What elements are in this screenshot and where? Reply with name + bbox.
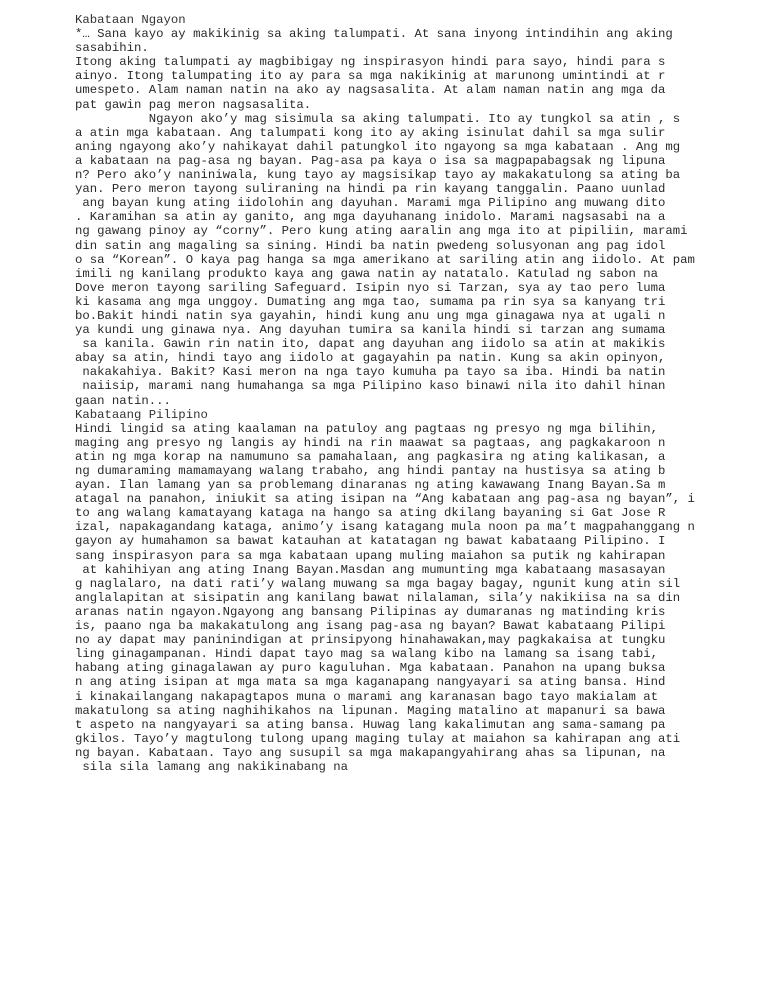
text-line: i kinakailangang nakapagtapos muna o marami ang karanasan bago tayo makialam at [75,689,658,704]
text-line: makatulong sa ating naghihikahos na lipunan. Maging matalino at mapanuri sa bawa [75,703,666,718]
section-title: Kabataan Ngayon [75,13,186,27]
text-line: ling ginagampanan. Hindi dapat tayo mag sa walang kibo na lamang sa isang tabi, [75,647,658,662]
text-line: Dove meron tayong sariling Safeguard. Isipin nyo si Tarzan, sya ay tao pero luma [75,280,666,295]
section-body [75,27,715,408]
text-line: sila sila lamang ang nakikinabang na [75,759,349,774]
text-line: sang inspirasyon para sa mga kabataan upang muling maiahon sa putik ng kahirapan [75,548,666,563]
text-line: no ay dapat may paninindigan at prinsipyong hinahawakan,may pagkakaisa at tungku [75,633,666,648]
text-line: at kahihiyan ang ating Inang Bayan.Masdan ang mumunting mga kabataang masasayan [75,562,666,577]
text-line: atin ng mga korap na namumuno sa pamahalaan, ang pagkasira ng ating kalikasan, a [75,449,666,464]
text-line: bo.Bakit hindi natin sya gayahin, hindi kung anu ung mga ginagawa nya at ugali n [75,308,666,323]
text-line: a atin mga kabataan. Ang talumpati kong ito ay aking isinulat dahil sa mga sulir [75,125,666,140]
text-line: anglalapitan at sisipatin ang kanilang bawat nilalaman, sila’y nakikiisa na sa din [75,590,681,605]
text-line: naiisip, marami nang humahanga sa mga Pilipino kaso binawi nila ito dahil hinan [75,379,666,394]
text-line: o sa “Korean”. O kaya pag hanga sa mga amerikano at sariling atin ang iidolo. At pam [75,252,695,267]
text-line: ya kundi ung ginawa nya. Ang dayuhan tumira sa kanila hindi si tarzan ang sumama [75,323,666,338]
text-line: ng gawang pinoy ay “corny”. Pero kung ating aaralin ang mga ito at pipiliin, marami [75,224,688,239]
text-line: Hindi lingid sa ating kaalaman na patuloy ang pagtaas ng presyo ng mga bilihin, [75,421,658,436]
text-line: a kabataan na pag-asa ng bayan. Pag-asa pa kaya o isa sa magpapabagsak ng lipuna [75,153,666,168]
text-line: izal, napakagandang kataga, animo’y isang katagang mula noon pa ma’t magpahanggang n [75,520,695,535]
text-line: . Karamihan sa atin ay ganito, ang mga dayuhanang inidolo. Marami nagsasabi na a [75,210,666,225]
section-body [75,422,715,774]
text-line: yan. Pero meron tayong suliraning na hindi pa rin kayang tanggalin. Paano uunlad [75,182,666,197]
text-line: imili ng kanilang produkto kaya ang gawa natin ay natatalo. Katulad ng sabon na [75,266,658,281]
text-line: maging ang presyo ng langis ay hindi na rin maawat sa pagtaas, ang pagkakaroon n [75,435,666,450]
text-line: aning ngayong ako’y nahikayat dahil patungkol ito ngayong sa mga kabataan . Ang mg [75,139,681,154]
text-line: nakakahiya. Bakit? Kasi meron na nga tayo kumuha pa tayo sa iba. Hindi ba natin [75,365,666,380]
text-line: ng dumaraming mamamayang walang trabaho, ang hindi pantay na hustisya sa ating b [75,464,666,478]
text-line: sa kanila. Gawin rin natin ito, dapat ang dayuhan ang iidolo sa atin at makikis [75,337,666,352]
text-line: gayon ay humahamon sa bawat katauhan at katatagan ng bawat kabataang Pilipino. I [75,534,666,549]
text-line: atagal na panahon, iniukit sa ating isipan na “Ang kabataan ang pag-asa ng bayan”, i [75,492,695,507]
text-line: Ngayon ako’y mag sisimula sa aking talumpati. Ito ay tungkol sa atin , s [75,111,681,126]
text-line: sasabihin. [75,41,149,56]
text-line: aranas natin ngayon.Ngayong ang bansang Pilipinas ay dumaranas ng matinding kris [75,604,666,619]
text-line: ng bayan. Kabataan. Tayo ang susupil sa mga makapangyahirang ahas sa lipunan, na [75,745,666,760]
text-line: *… Sana kayo ay makikinig sa aking talumpati. At sana inyong intindihin ang aking [75,27,673,42]
text-line: n? Pero ako’y naniniwala, kung tayo ay magsisikap tayo ay makakatulong sa ating ba [75,168,681,183]
section-title: Kabataang Pilipino [75,407,208,422]
text-line: t aspeto na nangyayari sa ating bansa. Huwag lang kakalimutan ang sama-samang pa [75,717,666,732]
text-line: din satin ang magaling sa sining. Hindi ba natin pwedeng solusyonan ang pag idol [75,238,666,253]
text-line: abay sa atin, hindi tayo ang iidolo at gagayahin pa natin. Kung sa akin opinyon, [75,351,666,366]
text-line: g naglalaro, na dati rati’y walang muwang sa mga bagay bagay, ngunit kung atin sil [75,576,681,591]
text-line: to ang walang kamatayang kataga na hango sa ating dkilang bayaning si Gat Jose R [75,506,666,521]
text-line: habang ating ginagalawan ay puro kaguluhan. Mga kabataan. Panahon na upang buksa [75,661,666,676]
text-line: Itong aking talumpati ay magbibigay ng inspirasyon hindi para sayo, hindi para s [75,55,666,70]
text-line: pat gawin pag meron nagsasalita. [75,97,312,112]
text-line: umespeto. Alam naman natin na ako ay nagsasalita. At alam naman natin ang mga da [75,83,666,98]
text-line: ainyo. Itong talumpating ito ay para sa mga nakikinig at marunong umintindi at r [75,69,666,84]
document-page [75,13,715,774]
text-line: ki kasama ang mga unggoy. Dumating ang mga tao, sumama pa rin sya sa kanyang tri [75,294,666,309]
text-line: n ang ating isipan at mga mata sa mga kaganapang nangyayari sa ating bansa. Hind [75,675,666,690]
text-line: ayan. Ilan lamang yan sa problemang dinaranas ng ating kawawang Inang Bayan.Sa m [75,478,666,493]
text-line: gaan natin... [75,393,171,408]
text-line: ang bayan kung ating iidolohin ang dayuhan. Marami mga Pilipino ang muwang dito [75,196,666,211]
text-line: is, paano nga ba makakatulong ang isang pag-asa ng bayan? Bawat kabataang Pilipi [75,619,666,634]
text-line: gkilos. Tayo’y magtulong tulong upang maging tulay at maiahon sa kahirapan ang ati [75,731,681,746]
